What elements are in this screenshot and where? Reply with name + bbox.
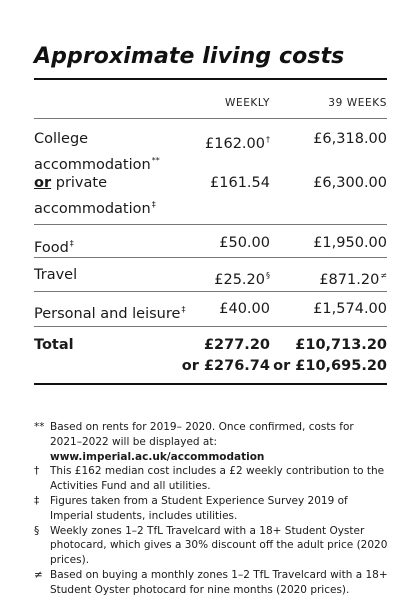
- private-label-line1: private: [51, 175, 108, 191]
- weeks-column-header: 39 WEEKS: [328, 97, 387, 109]
- footnote-text: Weekly zones 1–2 TfL Travelcard with a 18+ Student Oyster photocard, which gives a 30% discount off the adult price (2020 prices).: [50, 524, 388, 567]
- divider-after-travel: [34, 291, 387, 292]
- personal-label-mark: ‡: [181, 305, 186, 314]
- private-or-word: or: [34, 175, 52, 191]
- total-weeks-value: £10,713.20: [295, 337, 387, 353]
- page-title: Approximate living costs: [34, 44, 345, 69]
- title-rule: [34, 78, 387, 80]
- header-divider: [34, 118, 387, 119]
- college-weekly-value: £162.00: [205, 136, 265, 152]
- accommodation-link[interactable]: www.imperial.ac.uk/accommodation: [50, 450, 265, 463]
- personal-label: Personal and leisure: [34, 306, 181, 322]
- footnote-text: Figures taken from a Student Experience Survey 2019 of Imperial students, includes utilities.: [50, 494, 348, 522]
- footnote-symbol: ‡: [34, 494, 40, 507]
- footnote: [34, 494, 388, 524]
- footnote-symbol: ≠: [34, 568, 43, 581]
- row-private-weekly: £161.54: [210, 175, 270, 191]
- college-label-mark: **: [151, 156, 160, 165]
- row-college-label: [34, 129, 160, 176]
- row-personal-39weeks: £1,574.00: [313, 301, 387, 317]
- divider-after-accommodation: [34, 224, 387, 225]
- weekly-column-header: WEEKLY: [224, 97, 270, 109]
- row-personal-label: [34, 299, 185, 325]
- total-weekly-value: £277.20: [203, 337, 270, 353]
- footnote-symbol: **: [34, 421, 45, 433]
- row-food-weekly: £50.00: [219, 235, 270, 251]
- row-food-39weeks: £1,950.00: [313, 235, 387, 251]
- row-food-label: [34, 233, 74, 259]
- row-total-weekly: [182, 335, 270, 377]
- private-label-mark: ‡: [151, 200, 156, 209]
- footnote: [34, 568, 388, 598]
- footnote-symbol: §: [34, 524, 40, 537]
- row-college-39weeks: £6,318.00: [313, 131, 387, 147]
- college-weekly-mark: †: [266, 135, 270, 144]
- travel-weeks-mark: ≠: [380, 271, 387, 280]
- travel-weekly-value: £25.20: [214, 272, 265, 288]
- row-personal-weekly: £40.00: [219, 301, 270, 317]
- row-travel-label: Travel: [34, 267, 78, 283]
- total-weeks-alt: or £10,695.20: [273, 358, 387, 374]
- divider-after-food: [34, 257, 387, 258]
- row-college-weekly: [205, 129, 270, 155]
- college-label-line1: College: [34, 131, 89, 147]
- row-private-label: [34, 173, 156, 220]
- footnote: [34, 464, 388, 494]
- row-total-label: Total: [34, 337, 74, 353]
- footnote: [34, 420, 388, 464]
- college-label-line2: accommodation: [34, 157, 151, 173]
- row-private-39weeks: £6,300.00: [313, 175, 387, 191]
- footnote-symbol: †: [34, 465, 40, 478]
- travel-weekly-mark: §: [266, 271, 270, 280]
- footnotes: [34, 420, 388, 598]
- total-weekly-alt: or £276.74: [181, 358, 270, 374]
- footnote-text: Based on buying a monthly zones 1–2 TfL Travelcard with a 18+ Student Oyster photocard for nine months (2020 prices).: [50, 568, 388, 596]
- table-bottom-rule: [34, 383, 387, 385]
- travel-weeks-value: £871.20: [319, 272, 380, 288]
- footnote-text: Based on rents for 2019– 2020. Once confirmed, costs for 2021–2022 will be displayed at:: [50, 421, 354, 448]
- divider-before-total: [34, 326, 387, 327]
- row-travel-weekly: [214, 265, 270, 291]
- footnote: [34, 524, 388, 568]
- private-label-line2: accommodation: [34, 201, 151, 217]
- footnote-text: This £162 median cost includes a £2 weekly contribution to the Activities Fund and all utilities.: [50, 465, 385, 493]
- food-label-mark: ‡: [69, 239, 74, 248]
- food-label: Food: [34, 240, 69, 256]
- row-total-39weeks: [273, 335, 387, 377]
- row-travel-39weeks: [319, 265, 387, 291]
